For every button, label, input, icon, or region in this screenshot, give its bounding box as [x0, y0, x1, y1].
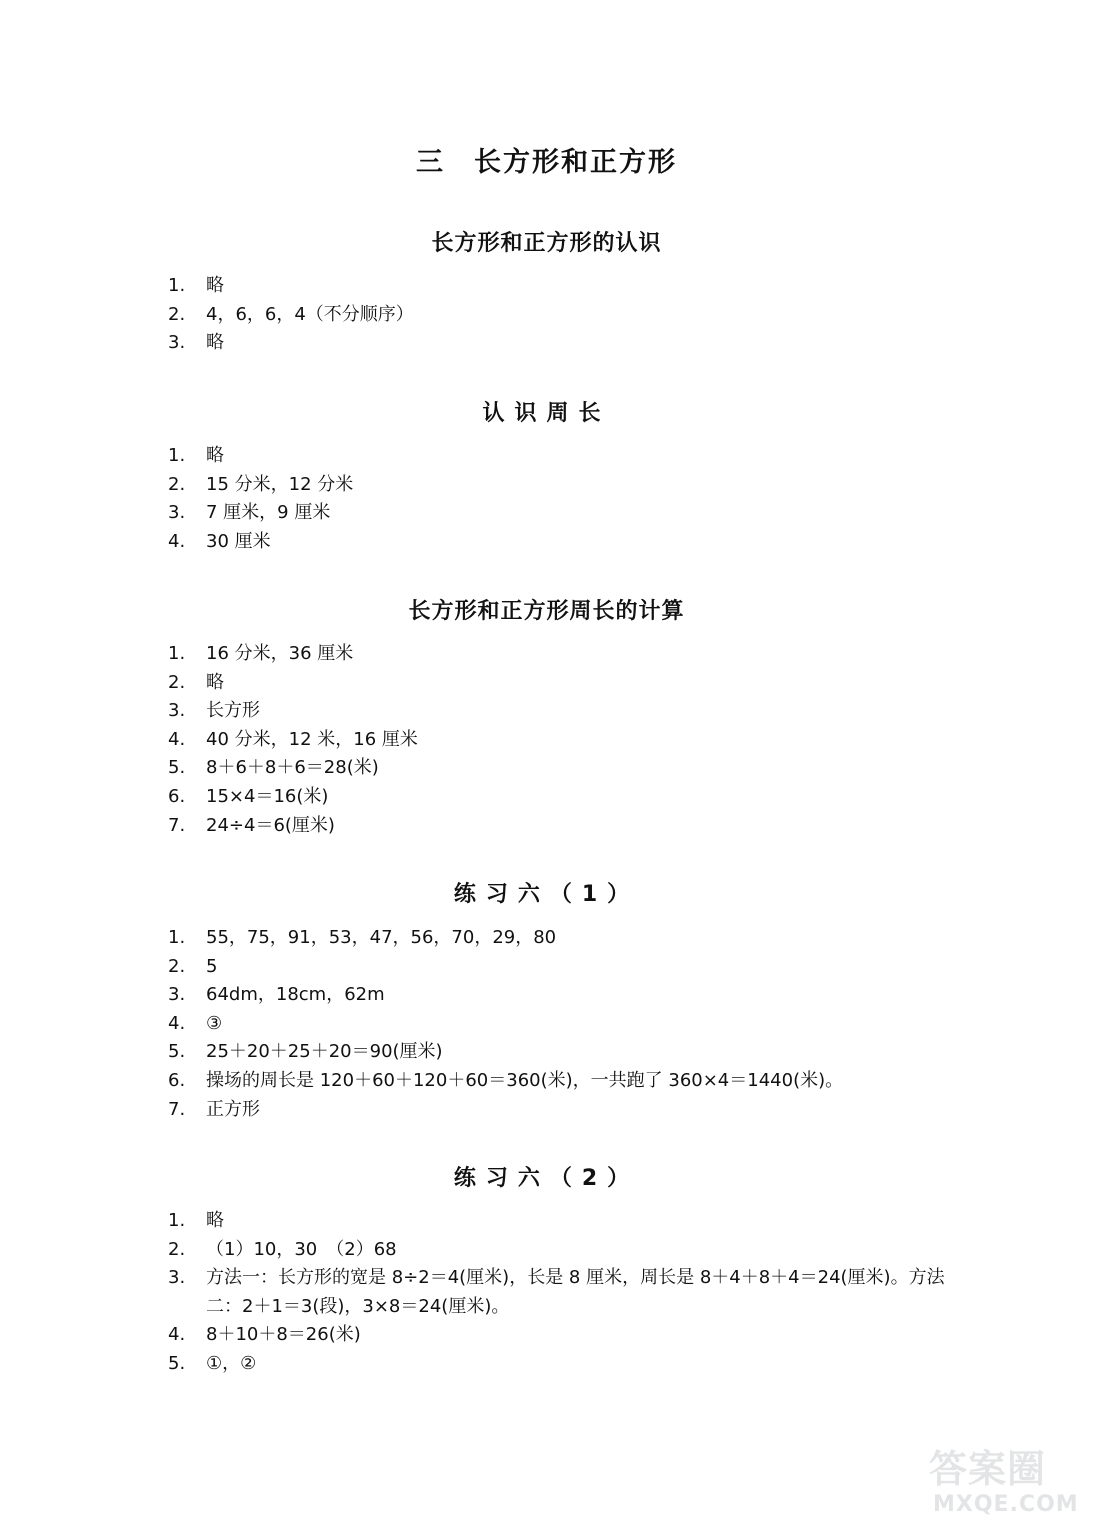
item-number: 4. [168, 1012, 186, 1034]
list-item [168, 981, 948, 1010]
item-answer: 15×4＝16(米) [206, 785, 329, 807]
item-answer: 30 厘米 [206, 530, 271, 552]
item-answer: 略 [206, 671, 224, 693]
item-number: 2. [168, 303, 186, 325]
item-number: 1. [168, 445, 186, 466]
item-answer: ①，② [206, 1352, 257, 1374]
item-number: 1. [168, 1210, 186, 1231]
item-answer: 40 分米，12 米，16 厘米 [206, 728, 418, 750]
list-item [168, 1067, 948, 1096]
item-answer: 55，75，91，53，47，56，70，29，80 [206, 927, 557, 948]
list-item [168, 669, 948, 698]
list-item [168, 953, 948, 982]
item-answer: 操场的周长是 120＋60＋120＋60＝360(米)，一共跑了 360×4＝1440(米)。 [206, 1069, 844, 1091]
answer-list-exercise-6-part-2 [168, 1207, 948, 1379]
list-item [168, 754, 948, 783]
list-item [168, 924, 948, 953]
answer-list-perimeter [168, 442, 948, 556]
list-item [168, 1321, 948, 1350]
list-item [168, 697, 948, 726]
item-number: 2. [168, 955, 186, 977]
list-item [168, 726, 948, 755]
list-item [168, 442, 948, 471]
item-answer: 24÷4＝6(厘米) [206, 814, 335, 836]
item-number: 3. [168, 332, 186, 354]
item-number: 3. [168, 502, 186, 524]
list-item [168, 499, 948, 528]
item-answer: 方法一：长方形的宽是 8÷2＝4(厘米)，长是 8 厘米，周长是 8＋4＋8＋4＝24(厘米)。方法二：2＋1＝3(段)，3×8＝24(厘米)。 [206, 1267, 945, 1317]
item-number: 4. [168, 1324, 186, 1346]
item-answer: ③ [206, 1012, 223, 1034]
item-answer: 25＋20＋25＋20＝90(厘米) [206, 1041, 443, 1063]
item-answer: 15 分米，12 分米 [206, 473, 354, 495]
item-number: 2. [168, 473, 186, 495]
item-number: 5. [168, 1041, 186, 1063]
list-item [168, 301, 948, 330]
item-number: 5. [168, 757, 186, 779]
item-number: 7. [168, 1098, 186, 1120]
item-answer: 4，6，6，4（不分顺序） [206, 303, 414, 325]
section-title-rect-square-intro: 长方形和正方形的认识 [431, 231, 662, 256]
item-number: 3. [168, 700, 186, 722]
item-number: 6. [168, 1069, 186, 1091]
item-answer: 7 厘米，9 厘米 [206, 502, 331, 524]
list-item [168, 329, 948, 358]
list-item [168, 812, 948, 841]
list-item [168, 1236, 948, 1265]
item-answer: 8＋6＋8＋6＝28(米) [206, 757, 379, 779]
item-answer: 8＋10＋8＝26(米) [206, 1324, 361, 1346]
item-number: 1. [168, 927, 186, 948]
answer-list-exercise-6-part-1 [168, 924, 948, 1124]
item-answer: 略 [206, 1210, 224, 1231]
list-item [168, 640, 948, 669]
item-number: 3. [168, 1267, 186, 1289]
list-item [168, 1350, 948, 1379]
item-number: 2. [168, 671, 186, 693]
answer-list-perimeter-calculation [168, 640, 948, 840]
item-number: 2. [168, 1238, 186, 1260]
list-item [168, 528, 948, 557]
watermark-cn-text: 答案圈 [929, 1447, 1047, 1491]
item-number: 1. [168, 643, 186, 664]
list-item [168, 272, 948, 301]
list-item [168, 1207, 948, 1236]
item-answer: 5 [206, 955, 218, 977]
list-item [168, 1096, 948, 1125]
watermark-en-text: MXQE.COM [933, 1492, 1079, 1517]
list-item [168, 1038, 948, 1067]
chapter-title: 三 长方形和正方形 [416, 147, 677, 178]
item-number: 4. [168, 728, 186, 750]
answer-list-rect-square-intro [168, 272, 948, 358]
item-answer: 64dm，18cm，62m [206, 984, 385, 1006]
item-number: 1. [168, 275, 186, 296]
section-title-exercise-6-part-1: 练习六（1） [453, 882, 640, 907]
section-title-perimeter: 认识周长 [482, 401, 611, 426]
item-answer: 略 [206, 332, 224, 354]
section-title-exercise-6-part-2: 练习六（2） [453, 1166, 640, 1191]
item-number: 3. [168, 984, 186, 1006]
item-number: 5. [168, 1352, 186, 1374]
list-item [168, 471, 948, 500]
item-answer: 长方形 [206, 700, 260, 722]
item-number: 7. [168, 814, 186, 836]
item-answer: （1）10，30 （2）68 [206, 1238, 397, 1260]
item-answer: 正方形 [206, 1098, 260, 1120]
item-answer: 16 分米，36 厘米 [206, 643, 354, 664]
item-answer: 略 [206, 445, 224, 466]
item-number: 4. [168, 530, 186, 552]
section-title-perimeter-calculation: 长方形和正方形周长的计算 [408, 599, 685, 624]
site-watermark [929, 1438, 1079, 1526]
item-answer: 略 [206, 275, 224, 296]
list-item [168, 783, 948, 812]
list-item [168, 1264, 948, 1321]
item-number: 6. [168, 785, 186, 807]
list-item [168, 1010, 948, 1039]
